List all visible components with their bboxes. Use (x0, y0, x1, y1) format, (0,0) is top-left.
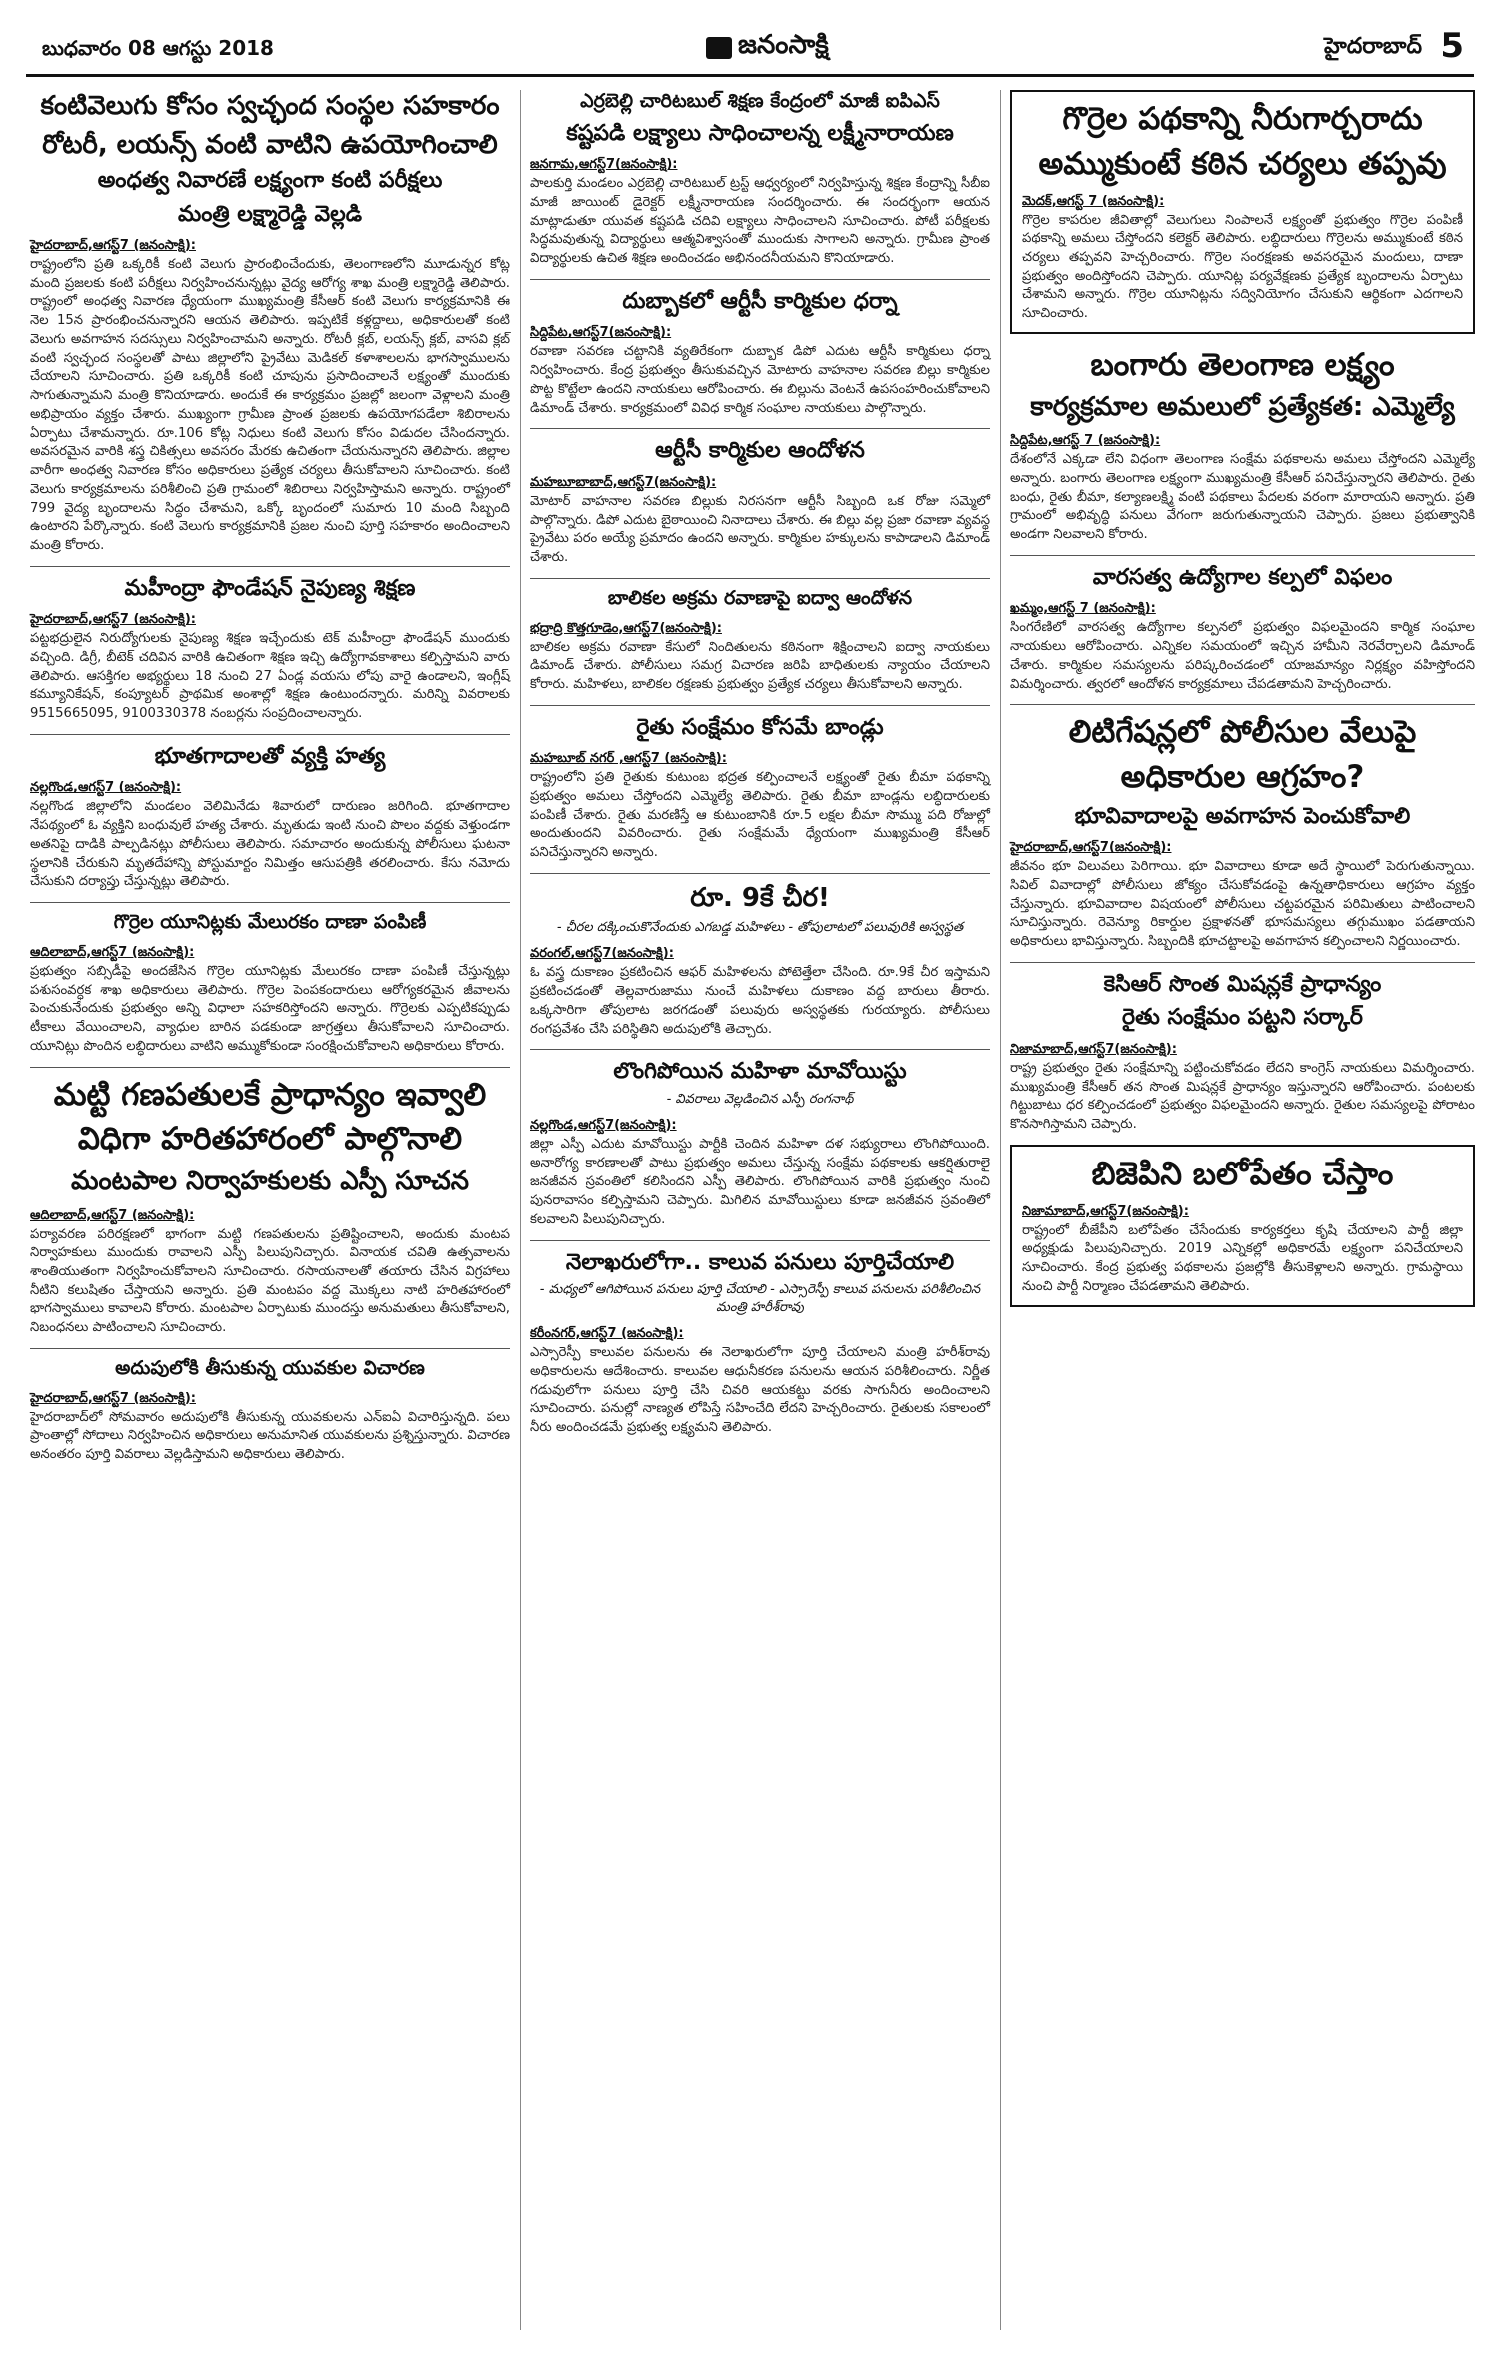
article-body: ఎస్సారెస్పీ కాలువల పనులను ఈ నెలాఖరులోగా పూర్తి చేయాలని మంత్రి హరీశ్‌రావు అధికారులను ఆదేశించారు. కాలువల ఆధునీకరణ పనులను ఆయన పరిశీలించారు. నిర్ణీత గడువులోగా పనులు పూర్తి చేసి చివరి ఆయకట్టు వరకు సాగునీరు అందించాలని సూచించారు. పనుల్లో నాణ్యత లోపిస్తే సహించేది లేదని హెచ్చరించారు. రైతులకు సకాలంలో నీరు అందించడమే ప్రభుత్వ లక్ష్యమని తెలిపారు. (530, 1345, 995, 1435)
article-body: సింగరేణిలో వారసత్వ ఉద్యోగాల కల్పనలో ప్రభుత్వం విఫలమైందని కార్మిక సంఘాల నాయకులు ఆరోపించారు. ఎన్నికల సమయంలో ఇచ్చిన హామీని నెరవేర్చాలని డిమాండ్ చేశారు. కార్మికుల సమస్యలను పరిష్కరించడంలో యాజమాన్యం నిర్లక్ష్యం వహిస్తోందని విమర్శించారు. త్వరలో ఆందోళన కార్యక్రమాలు చేపడతామని హెచ్చరించారు. (1010, 620, 1480, 692)
article-headline: ఎర్రబెల్లి చారిటబుల్ శిక్షణ కేంద్రంలో మాజీ ఐపిఎస్ (580, 90, 940, 112)
article-murder (30, 743, 515, 892)
column-divider (1000, 90, 1001, 2330)
article-headline: వారసత్వ ఉద్యోగాల కల్పలో విఫలం (1092, 564, 1393, 590)
article-headline: గొర్రెల యూనిట్లకు మేలురకం దాణా పంపిణీ (113, 911, 427, 934)
article-errabelli (530, 90, 995, 269)
article-headline: ఆర్టీసీ కార్మికుల ఆందోళన (655, 438, 865, 464)
article-headline-line2: రోటరీ, లయన్స్ వంటి వాటిని ఉపయోగించాలి (42, 129, 498, 160)
article-headline-line2: విధిగా హరితహారంలో పాల్గొనాలి (77, 1121, 463, 1158)
article-singareni (1010, 564, 1480, 694)
column-2 (530, 90, 995, 2330)
article-headline: కంటివెలుగు కోసం స్వచ్ఛంద సంస్థల సహకారం (40, 91, 500, 121)
article-separator (530, 705, 990, 706)
article-bangaru-telangana (1010, 346, 1480, 545)
article-separator (530, 428, 990, 429)
article-kantivelugu (30, 90, 515, 556)
article-dateline: హైదరాబాద్,ఆగస్ట్7 (జనంసాక్షి): (30, 612, 196, 628)
article-body: నల్లగొండ జిల్లాలోని మండలం వెలిమినేడు శివారులో దారుణం జరిగింది. భూతగాదాల నేపథ్యంలో ఓ వ్యక్తిని బంధువులే హత్య చేశారు. మృతుడు ఇంటి నుంచి పొలం వద్దకు వెళ్తుండగా అతనిపై దాడికి పాల్పడినట్లు పోలీసులు తెలిపారు. సమాచారం అందుకున్న పోలీసులు ఘటనా స్థలానికి చేరుకుని మృతదేహాన్ని పోస్టుమార్టం నిమిత్తం ఆసుపత్రికి తరలించారు. కేసు నమోదు చేసుకుని దర్యాప్తు చేస్తున్నట్లు తెలిపారు. (30, 799, 515, 890)
article-headline-line2: అమ్ముకుంటే కఠిన చర్యలు తప్పవు (1038, 145, 1447, 182)
article-dateline: నిజామాబాద్,ఆగస్ట్7(జనంసాక్షి): (1010, 1041, 1177, 1057)
article-litigation (1010, 713, 1480, 952)
article-separator (530, 1049, 990, 1050)
column-1 (30, 90, 515, 2330)
article-kicker: - మధ్యలో ఆగిపోయిన పనులు పూర్తి చేయాలి - ఎస్సారెస్పీ కాలువ పనులను పరిశీలించిన మంత్రి హరీశ్‌రావు (539, 1282, 981, 1316)
article-body: దేశంలోనే ఎక్కడా లేని విధంగా తెలంగాణ సంక్షేమ పథకాలను అమలు చేస్తోందని ఎమ్మెల్యే అన్నారు. బంగారు తెలంగాణ లక్ష్యంగా ముఖ్యమంత్రి కేసీఆర్ పనిచేస్తున్నారని తెలిపారు. రైతు బంధు, రైతు బీమా, కల్యాణలక్ష్మి వంటి పథకాలు పేదలకు వరంగా మారాయని అన్నారు. ప్రతి గ్రామంలో అభివృద్ధి పనులు వేగంగా జరుగుతున్నాయని చెప్పారు. ప్రజలు ప్రభుత్వానికి అండగా నిలవాలని కోరారు. (1010, 452, 1480, 543)
article-dateline: మహబూబాబాద్,ఆగస్ట్7(జనంసాక్షి): (530, 474, 717, 490)
article-body: బాలికల అక్రమ రవాణా కేసులో నిందితులను కఠినంగా శిక్షించాలని ఐద్వా నాయకులు డిమాండ్ చేశారు. పోలీసులు సమగ్ర విచారణ జరిపి బాధితులకు న్యాయం చేయాలని కోరారు. మహిళలు, బాలికల రక్షణకు ప్రభుత్వం ప్రత్యేక చర్యలు తీసుకోవాలని అన్నారు. (530, 639, 995, 693)
article-separator (30, 566, 510, 567)
article-body: రాష్ట్రంలో బీజేపీని బలోపేతం చేసేందుకు కార్యకర్తలు కృషి చేయాలని పార్టీ జిల్లా అధ్యక్షుడు పిలుపునిచ్చారు. 2019 ఎన్నికల్లో అధికారమే లక్ష్యంగా పనిచేయాలని సూచించారు. కేంద్ర ప్రభుత్వ పథకాలను ప్రజల్లోకి తీసుకెళ్లాలని అన్నారు. గ్రామస్థాయి నుంచి పార్టీ నిర్మాణం చేపడతామని తెలిపారు. (1022, 1222, 1468, 1294)
article-separator (530, 578, 990, 579)
article-dateline: ఖమ్మం,ఆగస్ట్ 7 (జనంసాక్షి): (1010, 601, 1156, 617)
article-dateline: మహబూబ్ నగర్ ,ఆగస్ట్7 (జనంసాక్షి): (530, 751, 727, 767)
article-headline-line2: కష్టపడి లక్ష్యాలు సాధించాలన్న లక్ష్మీనారాయణ (566, 120, 954, 146)
article-headline: మహీంద్రా ఫౌండేషన్ నైపుణ్య శిక్షణ (124, 575, 416, 601)
article-headline: మట్టి గణపతులకే ప్రాధాన్యం ఇవ్వాలి (53, 1076, 487, 1113)
article-headline: లొంగిపోయిన మహిళా మావోయిస్టు (613, 1059, 907, 1085)
newspaper-logo-text: జనంసాక్షి (738, 30, 829, 60)
article-separator (30, 1067, 510, 1068)
article-headline: దుబ్బాకలో ఆర్టీసీ కార్మికుల ధర్నా (622, 288, 898, 314)
article-columns (30, 90, 1480, 2330)
article-kicker: - చీరల దక్కించుకొనేందుకు ఎగబడ్డ మహిళలు - తోపులాటలో పలువురికి అస్వస్థత (556, 920, 964, 936)
article-dateline: నిజామాబాద్,ఆగస్ట్7(జనంసాక్షి): (1022, 1203, 1189, 1219)
article-rtc-protest (530, 437, 995, 567)
article-headline: భూతగాదాలతో వ్యక్తి హత్య (154, 743, 386, 769)
article-body: మోటార్ వాహనాల సవరణ బిల్లుకు నిరసనగా ఆర్టీసీ సిబ్బంది ఒక రోజు సమ్మెలో పాల్గొన్నారు. డిపో ఎదుట బైఠాయించి నినాదాలు చేశారు. ఈ బిల్లు వల్ల ప్రజా రవాణా వ్యవస్థ ప్రైవేటు పరం అయ్యే ప్రమాదం ఉందని అన్నారు. కార్మికుల హక్కులను కాపాడాలని డిమాండ్ చేశారు. (530, 493, 995, 566)
article-body: ఓ వస్త్ర దుకాణం ప్రకటించిన ఆఫర్ మహిళలను పోటెత్తేలా చేసింది. రూ.9కే చీర ఇస్తామని ప్రకటించడంతో తెల్లవారుజాము నుంచే మహిళలు దుకాణం వద్ద బారులు తీరారు. ఒక్కసారిగా తోపులాట జరగడంతో పలువురు అస్వస్థతకు గురయ్యారు. పోలీసులు రంగప్రవేశం చేసి పరిస్థితిని అదుపులోకి తెచ్చారు. (530, 965, 995, 1037)
article-kicker: - వివరాలు వెల్లడించిన ఎస్పీ రంగనాథ్ (666, 1091, 854, 1107)
article-headline-line2: కార్యక్రమాల అమలులో ప్రత్యేకత: ఎమ్మెల్యే (1030, 391, 1455, 422)
article-body: రాష్ట్రంలోని ప్రతి రైతుకు కుటుంబ భద్రత కల్పించాలనే లక్ష్యంతో రైతు బీమా పథకాన్ని ప్రభుత్వం అమలు చేస్తోందని ఎమ్మెల్యే తెలిపారు. రైతు బీమా బాండ్లను లబ్ధిదారులకు పంపిణీ చేశారు. రైతు మరణిస్తే ఆ కుటుంబానికి రూ.5 లక్షల బీమా సొమ్ము పది రోజుల్లో అందుతుందని వివరించారు. రైతు సంక్షేమమే ధ్యేయంగా ముఖ్యమంత్రి కేసీఆర్ పనిచేస్తున్నారని అన్నారు. (530, 770, 995, 861)
article-headline-line2: రైతు సంక్షేమం పట్టని సర్కార్ (1122, 1005, 1363, 1031)
article-subhead-line2: మంత్రి లక్ష్మారెడ్డి వెల్లడి (177, 201, 363, 227)
article-body: జిల్లా ఎస్పీ ఎదుట మావోయిస్టు పార్టీకి చెందిన మహిళా దళ సభ్యురాలు లొంగిపోయింది. అనారోగ్య కారణాలతో పాటు ప్రభుత్వం అమలు చేస్తున్న సంక్షేమ పథకాలకు ఆకర్షితురాలై జనజీవన స్రవంతిలో కలిసిందని ఎస్పీ తెలిపారు. లొంగిపోయిన వారికి ప్రభుత్వం నుంచి పునరావాసం కల్పిస్తామని చెప్పారు. మిగిలిన మావోయిస్టులు కూడా జనజీవన స్రవంతిలో కలవాలని పిలుపునిచ్చారు. (530, 1136, 995, 1227)
article-dateline: భద్రాద్రి కొత్తగూడెం,ఆగస్ట్7(జనంసాక్షి): (530, 620, 722, 636)
article-body: రవాణా సవరణ చట్టానికి వ్యతిరేకంగా దుబ్బాక డిపో ఎదుట ఆర్టీసీ కార్మికులు ధర్నా నిర్వహించారు. కేంద్ర ప్రభుత్వం తీసుకువచ్చిన మోటారు వాహనాల సవరణ బిల్లు కార్మికుల పొట్ట కొట్టేలా ఉందని నాయకులు ఆరోపించారు. ఈ బిల్లును వెంటనే ఉపసంహరించుకోవాలని డిమాండ్ చేశారు. కార్యక్రమంలో వివిధ కార్మిక సంఘాల నాయకులు పాల్గొన్నారు. (530, 344, 995, 416)
article-separator (1010, 704, 1475, 705)
article-dateline: సిద్దిపేట,ఆగస్ట్7(జనంసాక్షి): (530, 325, 672, 341)
article-sheep-feed (30, 911, 515, 1056)
article-separator (530, 873, 990, 874)
article-rythu-bonds (530, 714, 995, 863)
article-subhead: మంటపాల నిర్వాహకులకు ఎస్పీ సూచన (70, 1166, 470, 1197)
article-ganesh (30, 1076, 515, 1338)
article-dateline: జనగామ,ఆగస్ట్7(జనంసాక్షి): (530, 157, 678, 173)
article-separator (530, 279, 990, 280)
article-dateline: నల్లగొండ,ఆగస్ట్7 (జనంసాక్షి): (30, 780, 182, 796)
article-headline: రైతు సంక్షేమం కోసమే బాండ్లు (636, 714, 884, 740)
page-number: 5 (1440, 26, 1464, 66)
article-headline: బాలికల అక్రమ రవాణాపై ఐద్వా ఆందోళన (607, 586, 913, 609)
article-dateline: నల్లగొండ,ఆగస్ట్7(జనంసాక్షి): (530, 1117, 677, 1133)
article-headline-line2: అధికారుల ఆగ్రహం? (1120, 759, 1365, 796)
article-mahindra (30, 575, 515, 724)
article-body: పాలకుర్తి మండలం ఎర్రబెల్లి చారిటబుల్ ట్రస్ట్ ఆధ్వర్యంలో నిర్వహిస్తున్న శిక్షణ కేంద్రాన్ని సీబీఐ మాజీ జాయింట్ డైరెక్టర్ లక్ష్మీనారాయణ సందర్శించారు. ఈ సందర్భంగా ఆయన మాట్లాడుతూ యువత కష్టపడి చదివి లక్ష్యాలు సాధించాలని సూచించారు. పోటీ పరీక్షలకు సిద్ధమవుతున్న విద్యార్థులు ఆత్మవిశ్వాసంతో ముందుకు సాగాలని అన్నారు. గ్రామీణ ప్రాంత విద్యార్థులకు ఉచిత శిక్షణ అందించడం అభినందనీయమని కొనియాడారు. (530, 176, 995, 267)
article-rtc-dharna (530, 288, 995, 418)
article-body: ప్రభుత్వం సబ్సిడీపై అందజేసిన గొర్రెల యూనిట్లకు మేలురకం దాణా పంపిణీ చేస్తున్నట్లు పశుసంవర్ధక శాఖ అధికారులు తెలిపారు. గొర్రెల పెంపకందారులు ఆరోగ్యకరమైన జీవాలను పెంచుకునేందుకు ప్రభుత్వం అన్ని విధాలా సహకరిస్తోందని అన్నారు. గొర్రెలకు ఎప్పటికప్పుడు టీకాలు వేయించాలని, వ్యాధుల బారిన పడకుండా జాగ్రత్తలు తీసుకోవాలని సూచించారు. యూనిట్లు పొందిన లబ్ధిదారులు వాటిని అమ్ముకోకుండా సంరక్షించుకోవాలని అధికారులు కోరారు. (30, 963, 515, 1054)
article-separator (530, 1240, 990, 1241)
column-divider (520, 90, 521, 2330)
article-headline: లిటిగేషన్లలో పోలీసుల వేలుపై (1068, 714, 1417, 751)
article-dateline: ఆదిలాబాద్,ఆగస్ట్7 (జనంసాక్షి): (30, 1207, 195, 1223)
article-headline: అదుపులోకి తీసుకున్న యువకుల విచారణ (115, 1356, 425, 1379)
article-bjp-box (1010, 1145, 1475, 1307)
article-dateline: కరీంనగర్,ఆగస్ట్7 (జనంసాక్షి): (530, 1326, 684, 1342)
article-body: పట్టభద్రులైన నిరుద్యోగులకు నైపుణ్య శిక్షణ ఇచ్చేందుకు టెక్ మహీంద్రా ఫౌండేషన్ ముందుకు వచ్చింది. డిగ్రీ, బీటెక్ చదివిన వారికి ఉచితంగా శిక్షణ ఇచ్చి ఉద్యోగావకాశాలు కల్పిస్తామని వారు తెలిపారు. ఆసక్తిగల అభ్యర్థులు 18 నుంచి 27 ఏండ్ల వయసు లోపు వారై ఉండాలని, ఇంగ్లీష్ కమ్యూనికేషన్, కంప్యూటర్ ప్రాథమిక అంశాల్లో శిక్షణ ఉంటుందన్నారు. మరిన్ని వివరాలకు 9515665095, 9100330378 నంబర్లను సంప్రదించాలన్నారు. (30, 631, 515, 722)
article-headline: బిజెపిని బలోపేతం చేస్తాం (1091, 1155, 1394, 1192)
article-body: హైదరాబాద్‌లో సోమవారం అదుపులోకి తీసుకున్న యువకులను ఎన్ఐఏ విచారిస్తున్నది. పలు ప్రాంతాల్లో సోదాలు నిర్వహించిన అధికారులు అనుమానిత యువకులను ప్రశ్నిస్తున్నారు. విచారణ అనంతరం పూర్తి వివరాలు వెల్లడిస్తామని అధికారులు తెలిపారు. (30, 1409, 515, 1463)
article-separator (30, 1348, 510, 1349)
article-dateline: హైదరాబాద్,ఆగస్ట్7(జనంసాక్షి): (1010, 840, 1172, 856)
issue-date: బుధవారం 08 ఆగస్టు 2018 (42, 36, 274, 60)
article-dateline: మెదక్,ఆగస్ట్ 7 (జనంసాక్షి): (1022, 193, 1165, 209)
masthead (26, 22, 1474, 77)
article-separator (1010, 555, 1475, 556)
article-body: పర్యావరణ పరిరక్షణలో భాగంగా మట్టి గణపతులను ప్రతిష్టించాలని, అందుకు మంటప నిర్వాహకులు ముందుకు రావాలని ఎస్పీ పిలుపునిచ్చారు. వినాయక చవితి ఉత్సవాలను శాంతియుతంగా నిర్వహించుకోవాలని సూచించారు. రసాయనాలతో తయారు చేసిన విగ్రహాలు నీటిని కలుషితం చేస్తాయని అన్నారు. ప్రతి మంటపం వద్ద మొక్కలు నాటి హరితహారంలో భాగస్వాములు కావాలని కోరారు. మంటపాల ఏర్పాటుకు ముందస్తు అనుమతులు తీసుకోవాలని, నిబంధనలు పాటించాలని సూచించారు. (30, 1226, 515, 1336)
article-youth-inquiry (30, 1356, 515, 1465)
article-separator (1010, 962, 1475, 963)
article-subhead: అంధత్వ నివారణే లక్ష్యంగా కంటి పరీక్షలు (97, 168, 443, 193)
article-separator (30, 902, 510, 903)
article-trafficking (530, 586, 995, 695)
article-body: జీవనం భూ విలువలు పెరిగాయి. భూ వివాదాలు కూడా అదే స్థాయిలో పెరుగుతున్నాయి. సివిల్ వివాదాల్లో పోలీసులు జోక్యం చేసుకోవడంపై ఉన్నతాధికారులు ఆగ్రహం వ్యక్తం చేస్తున్నారు. భూవివాదాల విషయంలో పోలీసులు చట్టపరమైన పరిమితులు పాటించాలని సూచిస్తున్నారు. రెవెన్యూ రికార్డుల ప్రక్షాళనతో భూసమస్యలు తగ్గుముఖం పడతాయని అధికారులు భావిస్తున్నారు. సిబ్బందికి భూచట్టాలపై అవగాహన కల్పించాలని నిర్ణయించారు. (1010, 859, 1480, 950)
article-headline: బంగారు తెలంగాణ లక్ష్యం (1090, 346, 1395, 383)
article-canal-works (530, 1249, 995, 1438)
article-dateline: హైదరాబాద్,ఆగస్ట్7 (జనంసాక్షి): (30, 1390, 196, 1406)
column-3 (1010, 90, 1480, 2330)
article-dateline: ఆదిలాబాద్,ఆగస్ట్7 (జనంసాక్షి): (30, 944, 195, 960)
article-maoist (530, 1058, 995, 1229)
article-separator (30, 734, 510, 735)
article-headline: రూ. 9కే చీర! (690, 882, 830, 913)
article-body: రాష్ట్ర ప్రభుత్వం రైతు సంక్షేమాన్ని పట్టించుకోవడం లేదని కాంగ్రెస్ నాయకులు విమర్శించారు. ముఖ్యమంత్రి కేసీఆర్ తన సొంత మిషన్లకే ప్రాధాన్యం ఇస్తున్నారని ఆరోపించారు. పంటలకు గిట్టుబాటు ధర కల్పించడంలో ప్రభుత్వం విఫలమైందని అన్నారు. రైతుల సమస్యలపై పోరాటం కొనసాగిస్తామని చెప్పారు. (1010, 1060, 1480, 1133)
article-headline: కెసిఆర్ సొంత మిషన్లకే ప్రాధాన్యం (1103, 971, 1382, 997)
article-body: రాష్ట్రంలోని ప్రతి ఒక్కరికీ కంటి వెలుగు ప్రారంభించేందుకు, తెలంగాణలోని మూడున్నర కోట్ల మంది ప్రజలకు కంటి పరీక్షలు నిర్వహించనున్నట్లు వైద్య ఆరోగ్య శాఖ మంత్రి లక్ష్మారెడ్డి తెలిపారు. రాష్ట్రంలో అంధత్వ నివారణ ధ్యేయంగా ముఖ్యమంత్రి కేసీఆర్ కంటి వెలుగు కార్యక్రమానికి ఈ నెల 15న ప్రారంభించనున్నారని ఆయన తెలిపారు. ఇప్పటికే కళ్లద్దాలు, అధికారులతో కంటి వెలుగు అవగాహన సదస్సులు నిర్వహించామని అన్నారు. రోటరీ క్లబ్, లయన్స్ క్లబ్, వాసవి క్లబ్ వంటి స్వచ్ఛంద సంస్థలతో పాటు జిల్లాలోని ప్రైవేటు మెడికల్ కళాశాలలను భాగస్వాములను చేయాలని సూచించారు. ప్రతి ఒక్కరికీ కంటి చూపును ప్రసాదించాలనే లక్ష్యంతో ముందుకు సాగుతున్నామని మంత్రి కొనియాడారు. అందుకే ఈ కార్యక్రమం ప్రజల్లో జలంగా వెళ్లాలని మంత్రి అభిప్రాయం వ్యక్తం చేశారు. ముఖ్యంగా గ్రామీణ ప్రాంత ప్రజలకు ఉపయోగపడేలా శిబిరాలను ఏర్పాటు చేశామన్నారు. రూ.106 కోట్ల నిధులు కంటి వెలుగు కోసం విడుదల చేసిందన్నారు. అవసరమైన వారికి శస్త్ర చికిత్సలు అవసరం మేరకు ఉచితంగా చేయనున్నారని తెలిపారు. జిల్లాల వారీగా అంధత్వ నివారణ కోసం అధికారులు ప్రత్యేక చర్యలు తీసుకోవాలని సూచించారు. కంటి వెలుగు కార్యక్రమాలను పరిశీలించి ప్రతి గ్రామంలో శిబిరాలు నిర్వహిస్తామని అన్నారు. రాష్ట్రంలో 799 వైద్య బృందాలను సిద్ధం చేశామని, ఒక్కో బృందంలో సుమారు 10 మంది సిబ్బంది ఉంటారని పేర్కొన్నారు. కంటి వెలుగు కార్యక్రమానికి ప్రజల నుంచి పూర్తి సహకారం అందించాలని మంత్రి కోరారు. (30, 257, 515, 554)
article-dateline: హైదరాబాద్,ఆగస్ట్7 (జనంసాక్షి): (30, 238, 196, 253)
article-dateline: సిద్దిపేట,ఆగస్ట్ 7 (జనంసాక్షి): (1010, 433, 1161, 449)
article-sheep-scheme-box (1010, 90, 1475, 334)
article-kcr-missions (1010, 971, 1480, 1135)
logo-mark-icon (706, 37, 732, 59)
article-headline: గొర్రెల పథకాన్ని నీరుగార్చరాదు (1062, 101, 1423, 137)
article-saree (530, 882, 995, 1039)
article-headline: నెలాఖరులోగా.. కాలువ పనులు పూర్తిచేయాలి (565, 1249, 955, 1275)
article-body: గొర్రెల కాపరుల జీవితాల్లో వెలుగులు నింపాలనే లక్ష్యంతో ప్రభుత్వం గొర్రెల పంపిణీ పథకాన్ని అమలు చేస్తోందని కలెక్టర్ తెలిపారు. లబ్ధిదారులు గొర్రెలను అమ్ముకుంటే కఠిన చర్యలు తప్పవని హెచ్చరించారు. గొర్రెల సంరక్షణకు అవసరమైన మందులు, దాణా ప్రభుత్వం అందిస్తోందని చెప్పారు. యూనిట్ల పర్యవేక్షణకు ప్రత్యేక బృందాలను ఏర్పాటు చేశామని అన్నారు. గొర్రెల యూనిట్లను సద్వినియోగం చేసుకుని ఆర్థికంగా ఎదగాలని సూచించారు. (1022, 212, 1468, 322)
article-dateline: వరంగల్,ఆగస్ట్7(జనంసాక్షి): (530, 946, 674, 962)
edition-city: హైదరాబాద్ (1324, 34, 1422, 59)
newspaper-logo (706, 30, 829, 66)
article-subhead: భూవివాదాలపై అవగాహన పెంచుకోవాలి (1074, 803, 1411, 829)
